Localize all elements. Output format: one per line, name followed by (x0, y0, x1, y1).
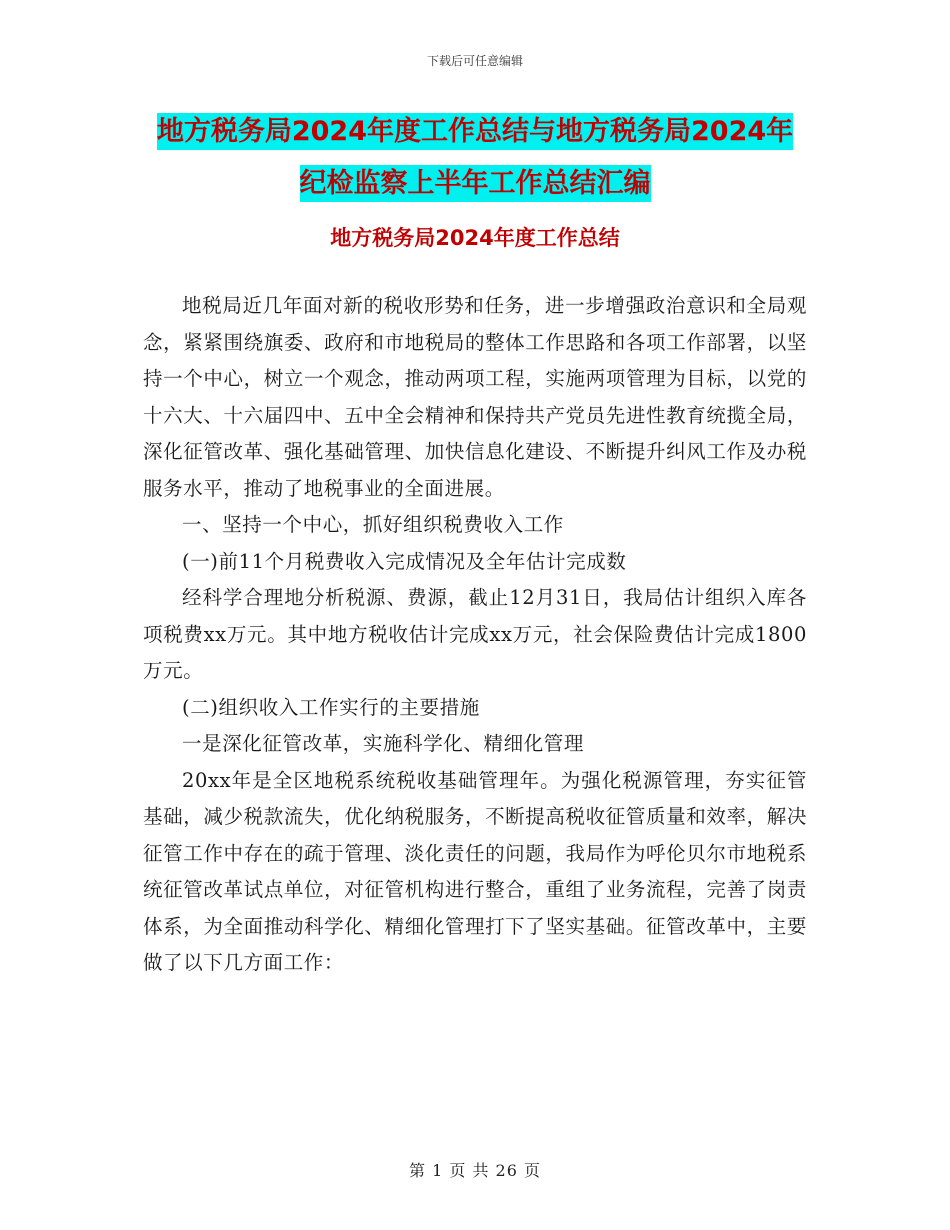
document-body (143, 288, 807, 982)
document-title-text: 地方税务局2024年度工作总结与地方税务局2024年纪检监察上半年工作总结汇编 (157, 113, 793, 202)
paragraph: 经科学合理地分析税源、费源，截止12月31日，我局估计组织入库各项税费xx万元。其中地方税收估计完成xx万元，社会保险费估计完成1800万元。 (143, 586, 807, 682)
header-note: 下载后可任意编辑 (426, 54, 523, 68)
page-number: 第 1 页 共 26 页 (409, 1161, 541, 1180)
paragraph: (一)前11个月税费收入完成情况及全年估计完成数 (182, 549, 627, 573)
paragraph: 一是深化征管改革，实施科学化、精细化管理 (182, 732, 585, 755)
paragraph: (二)组织收入工作实行的主要措施 (182, 695, 480, 719)
paragraph: 地税局近几年面对新的税收形势和任务，进一步增强政治意识和全局观念，紧紧围绕旗委、政府和市地税局的整体工作思路和各项工作部署，以坚持一个中心，树立一个观念，推动两项工程，实施两项管理为目标，以党的十六大、十六届四中、五中全会精神和保持共产党员先进性教育统揽全局，深化征管改革、强化基础管理、加快信息化建设、不断提升纠风工作及办税服务水平，推动了地税事业的全面进展。 (143, 294, 807, 500)
paragraph: 20xx年是全区地税系统税收基础管理年。为强化税源管理，夯实征管基础，减少税款流失，优化纳税服务，不断提高税收征管质量和效率，解决征管工作中存在的疏于管理、淡化责任的问题，我局作为呼伦贝尔市地税系统征管改革试点单位，对征管机构进行整合，重组了业务流程，完善了岗责体系，为全面推动科学化、精细化管理打下了坚实基础。征管改革中，主要做了以下几方面工作： (143, 768, 807, 974)
document-title (145, 106, 805, 210)
paragraph: 一、坚持一个中心，抓好组织税费收入工作 (182, 513, 564, 536)
section-title: 地方税务局2024年度工作总结 (330, 226, 620, 250)
